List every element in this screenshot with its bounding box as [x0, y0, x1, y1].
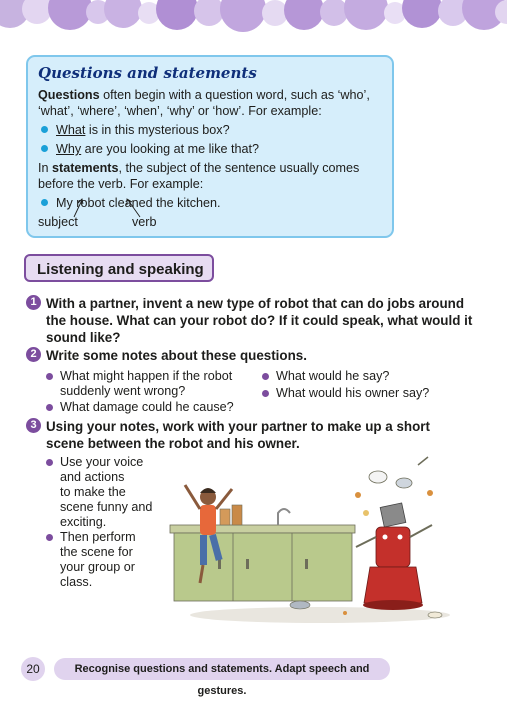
- tip-line: class.: [60, 575, 93, 589]
- info-box-title: Questions and statements: [38, 64, 257, 82]
- statements-explanation: , the subject of the sentence usually comes before the verb. For example:: [38, 161, 360, 191]
- questions-explanation: often begin with a question word, such as ‘who’, ‘what’, ‘where’, ‘when’, ‘why’ or ‘how’. For example:: [38, 88, 370, 118]
- question-word-why: Why: [56, 142, 82, 156]
- questions-statements-box: [26, 55, 394, 238]
- robot-kitchen-illustration: [160, 455, 455, 640]
- subject-verb-arrows: [28, 57, 396, 240]
- task-number-2: 2: [26, 347, 41, 362]
- tip-line: Then perform: [60, 530, 136, 544]
- learning-objective: Recognise questions and statements. Adapt speech and gestures.: [54, 658, 390, 680]
- note-question: [46, 369, 260, 399]
- task-1-line: With a partner, invent a new type of robot that can do jobs around: [46, 296, 464, 311]
- task-3-line: scene between the robot and his owner.: [46, 436, 300, 451]
- decorative-bubble-band: [0, 0, 507, 34]
- statements-term: statements: [52, 161, 119, 175]
- task-3-text: [46, 418, 430, 452]
- section-heading: Listening and speaking: [24, 254, 214, 282]
- example-statement: My robot cleaned the kitchen.: [38, 195, 382, 211]
- task-1-line: the house. What can your robot do? If it could speak, what would it: [46, 313, 473, 328]
- tip-line: exciting.: [60, 515, 107, 529]
- note-question: What damage could he cause?: [46, 400, 260, 415]
- tip-line: scene funny and: [60, 500, 153, 514]
- tip-line: Use your voice: [60, 455, 144, 469]
- note-line: suddenly went wrong?: [60, 384, 186, 398]
- task-2-text: Write some notes about these questions.: [46, 348, 307, 363]
- tip-line: and actions: [60, 470, 125, 484]
- tip-line: your group or: [60, 560, 135, 574]
- task-3-line: Using your notes, work with your partner to make up a short: [46, 419, 430, 434]
- questions-term: Questions: [38, 88, 100, 102]
- example-why-text: are you looking at me like that?: [81, 142, 260, 156]
- page-number: 20: [21, 657, 45, 681]
- statements-intro: In: [38, 161, 53, 175]
- note-question: What would his owner say?: [262, 386, 476, 401]
- task-1-line: sound like?: [46, 330, 121, 345]
- tip-line: to make the: [60, 485, 126, 499]
- kitchen-counter: [170, 505, 355, 601]
- example-what-text: is in this mysterious box?: [85, 123, 230, 137]
- note-line: What might happen if the robot: [60, 369, 233, 383]
- tip-line: the scene for: [60, 545, 133, 559]
- task-number-1: 1: [26, 295, 41, 310]
- label-subject: subject: [38, 215, 78, 229]
- label-verb: verb: [132, 215, 157, 229]
- question-word-what: What: [56, 123, 86, 137]
- robot-figure: [356, 503, 432, 610]
- task-number-3: 3: [26, 418, 41, 433]
- task-1-text: [46, 295, 472, 346]
- note-question: What would he say?: [262, 369, 476, 384]
